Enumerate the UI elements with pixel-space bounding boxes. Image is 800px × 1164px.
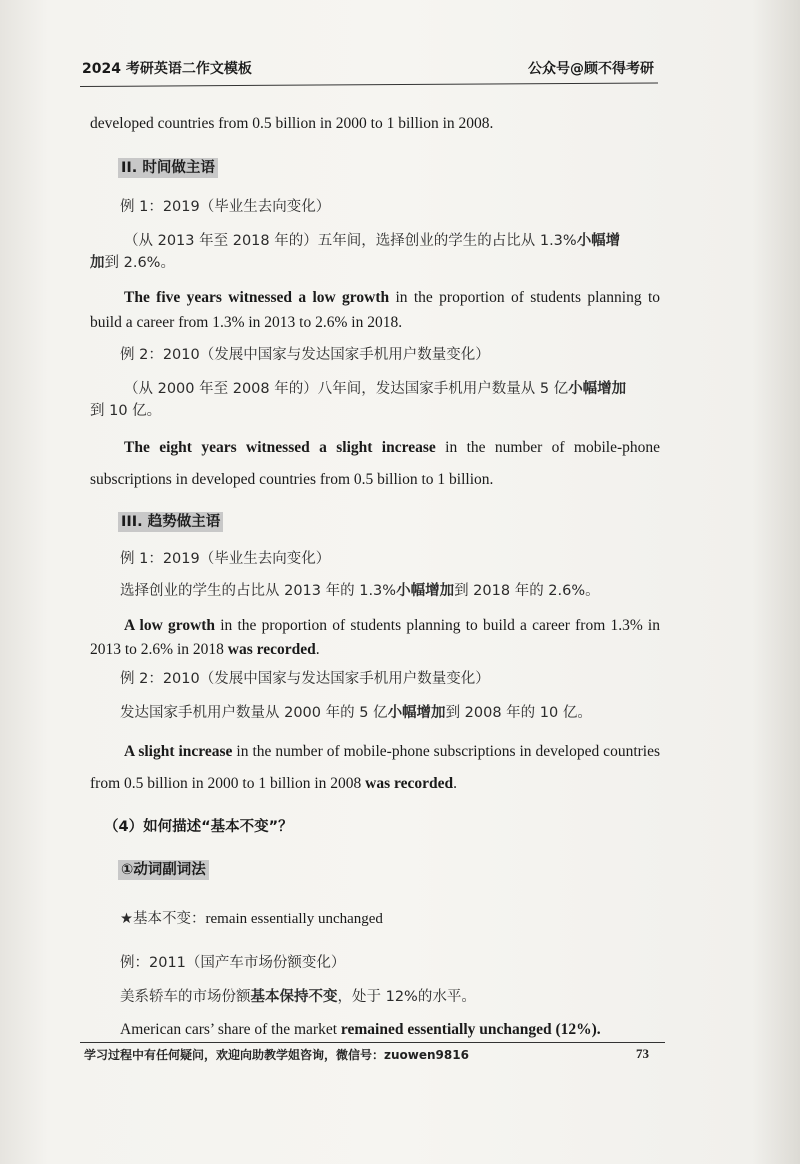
example-5-chinese-c: ，处于 12%的水平。 [337, 989, 476, 1005]
example-5-chinese-bold: 基本保持不变 [250, 989, 338, 1005]
example-3-english [90, 614, 660, 662]
method-heading: ①动词副词法 [118, 860, 209, 880]
example-1-chinese-d: 到 2.6%。 [104, 255, 175, 272]
example-4-chinese-bold: 小幅增加 [387, 705, 446, 721]
example-3-english-bold: A low growth [124, 617, 216, 634]
example-2-english-bold: The eight years witnessed a slight increase [124, 439, 436, 456]
example-5-english-a: American cars’ share of the market [120, 1021, 341, 1038]
example-1-english-rest: in the proportion of students planning to build a career from 1.3% in 2013 to 2.6% in 2018. [90, 289, 661, 331]
example-5-title: 例：2011（国产车市场份额变化） [120, 955, 346, 971]
example-1-chinese-bold-2: 加 [90, 255, 105, 272]
example-4-english-bold: A slight increase [124, 743, 233, 760]
example-2-english-rest: in the number of mobile-phone subscriptions in developed countries from 0.5 billion to 1 billion. [90, 439, 661, 488]
example-1-chinese-a: （从 2013 年至 2018 年的）五年间，选择创业的学生的占比从 1.3% [124, 233, 577, 249]
header-title: 2024 考研英语二作文模板 [82, 61, 252, 77]
example-3-chinese-bold: 小幅增加 [396, 583, 455, 599]
example-4-chinese-c: 到 2008 年的 10 亿。 [445, 705, 592, 721]
example-3-title: 例 1：2019（毕业生去向变化） [120, 551, 331, 567]
example-2-title: 例 2：2010（发展中国家与发达国家手机用户数量变化） [120, 347, 490, 363]
example-5-english [120, 1018, 690, 1042]
example-4-english [90, 736, 660, 800]
example-1-english-bold: The five years witnessed a low growth [124, 289, 390, 306]
example-5-english-bold: remained essentially unchanged (12%). [340, 1021, 601, 1038]
example-5-chinese-a: 美系轿车的市场份额 [120, 989, 251, 1005]
star-label: ★基本不变： [120, 911, 206, 927]
section-heading-2: II. 时间做主语 [118, 158, 218, 178]
example-4-title: 例 2：2010（发展中国家与发达国家手机用户数量变化） [120, 671, 490, 687]
section-heading-3: III. 趋势做主语 [118, 512, 223, 532]
example-2-chinese [90, 378, 660, 423]
example-2-chinese-bold: 小幅增加 [568, 381, 627, 397]
footer-rule [80, 1042, 665, 1043]
example-5-chinese [120, 986, 690, 1008]
question-4-heading: （4）如何描述“基本不变”？ [104, 819, 293, 835]
continued-sentence: developed countries from 0.5 billion in 2000 to 1 billion in 2008. [90, 115, 494, 132]
example-2-english [90, 432, 660, 496]
star-item [120, 908, 690, 931]
footer-note: 学习过程中有任何疑问，欢迎向助教学姐咨询，微信号：zuowen9816 [84, 1048, 469, 1062]
example-1-chinese-bold: 小幅增 [576, 233, 621, 249]
example-1-title: 例 1：2019（毕业生去向变化） [120, 199, 331, 215]
example-3-english-end: . [315, 641, 320, 659]
example-1-chinese [90, 230, 660, 275]
example-1-english [90, 286, 660, 336]
example-3-english-mid: in the proportion of students planning to build a career from 1.3% in 2013 to 2.6% in 2018 [90, 617, 660, 659]
header-account: 公众号@顾不得考研 [528, 61, 654, 77]
example-4-english-mid: in the number of mobile-phone subscriptions in developed countries from 0.5 billion in 2000 to 1 billion in 2008 [90, 743, 660, 792]
example-3-chinese-a: 选择创业的学生的占比从 2013 年的 1.3% [120, 583, 397, 599]
example-3-chinese [120, 580, 690, 602]
example-4-english-end: . [453, 774, 457, 792]
example-2-chinese-c: 到 10 亿。 [90, 403, 162, 420]
example-4-english-bold-2: was recorded [365, 774, 454, 792]
example-4-chinese-a: 发达国家手机用户数量从 2000 年的 5 亿 [120, 705, 388, 721]
example-2-chinese-a: （从 2000 年至 2008 年的）八年间，发达国家手机用户数量从 5 亿 [124, 381, 569, 397]
star-text: remain essentially unchanged [205, 911, 383, 927]
example-3-english-bold-2: was recorded [227, 641, 316, 659]
header-rule [80, 82, 658, 87]
example-3-chinese-c: 到 2018 年的 2.6%。 [454, 583, 600, 599]
page-number: 73 [636, 1046, 649, 1061]
example-4-chinese [120, 702, 690, 724]
